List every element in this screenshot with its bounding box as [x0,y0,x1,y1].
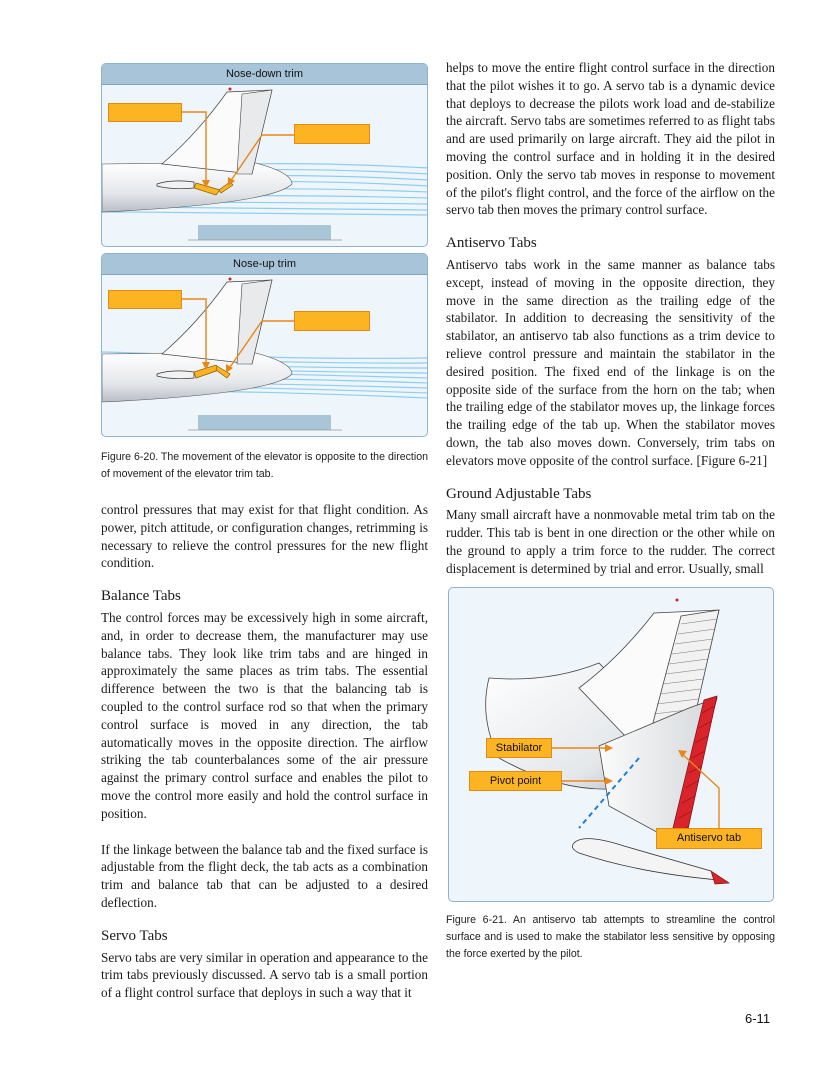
balance-tabs-paragraph-2: If the linkage between the balance tab and the fixed surface is adjustable from the flight deck, the tab acts as a combination trim and balance tab that can be adjusted to a desired deflection. [101,841,428,910]
elevator-callout-box [108,290,182,309]
left-column [101,501,428,1002]
beacon-light [229,278,232,281]
label-plate [198,225,331,240]
stabilator-callout: Stabilator [486,738,552,758]
nose-up-trim-illustration [102,254,428,437]
balance-tabs-paragraph-1: The control forces may be excessively high in some aircraft, and, in order to decrease them, the manufacturer may use balance tabs. They look like trim tabs and are hinged in approximately the same places as trim tabs. The essential difference between the two is that the balancing tab is coupled to the control surface rod so that when the primary control surface is moved in any direction, the tab automatically moves in the opposite direction. The airflow striking the tab counterbalances some of the air pressure against the primary control surface and enables the pilot to move the control more easily and hold the control surface in position. [101,609,428,821]
figure-6-20-nose-down-panel [101,63,428,247]
trim-tab-callout-box [294,124,370,144]
rudder [237,280,272,364]
ground-adjustable-tabs-heading: Ground Adjustable Tabs [446,485,592,502]
figure-6-20-nose-up-panel [101,253,428,437]
beacon-light [229,88,232,91]
intro-paragraph: control pressures that may exist for that flight condition. As power, pitch attitude, or configuration changes, retrimming is necessary to relieve the control pressures for the new flight condition. [101,502,428,571]
page-number: 6-11 [745,1011,771,1026]
ground-adjustable-tabs-paragraph-1: Many small aircraft have a nonmovable metal trim tab on the rudder. This tab is bent in one direction or the other while on the ground to apply a trim force to the rudder. The correct displacement is determined by trial and error. Usually, small [446,507,775,576]
antiservo-tab-callout: Antiservo tab [656,828,762,849]
beacon-light [676,599,679,602]
antiservo-tabs-heading: Antiservo Tabs [446,235,537,252]
pivot-point-callout: Pivot point [469,771,562,791]
label-plate [198,415,331,430]
rudder [237,90,272,174]
nose-down-trim-illustration [102,64,428,247]
right-column [446,59,775,578]
antiservo-tab-airfoil [711,871,729,884]
servo-tabs-continued: helps to move the entire flight control surface in the direction that the pilot wishes it to go. A servo tab is a dynamic device that deploys to decrease the pilots work load and de-stabilize the aircraft. Servo tabs are sometimes referred to as flight tabs and are used primarily on large aircraft. They aid the pilot in moving the control surface and in holding it in the desired position. Only the servo tab moves in response to movement of the pilot's flight control, and the force of the airflow on the servo tab then moves the primary control surface. [446,60,775,218]
servo-tabs-heading: Servo Tabs [101,927,168,944]
servo-tabs-paragraph-1: Servo tabs are very similar in operation and appearance to the trim tabs previously discussed. A servo tab is a small portion of a flight control surface that deploys in such a way that it [101,949,428,1001]
figure-6-20-caption: Figure 6-20. The movement of the elevator is opposite to the direction of movement of the elevator trim tab. [101,451,428,480]
figure-6-21-caption: Figure 6-21. An antiservo tab attempts to streamline the control surface and is used to make the stabilator less sensitive by opposing the force exerted by the pilot. [446,914,775,960]
figure-6-21-panel [448,587,774,902]
trim-tab-callout-box [294,311,370,331]
balance-tabs-heading: Balance Tabs [101,588,181,605]
nose-down-trim-title: Nose-down trim [102,64,427,85]
elevator-callout-box [108,103,182,122]
antiservo-tabs-paragraph-1: Antiservo tabs work in the same manner as balance tabs except, instead of moving in the opposite direction, they move in the same direction as the trailing edge of the stabilator. In addition to decreasing the sensitivity of the stabilator, an antiservo tab also functions as a trim device to relieve control pressure and maintain the stabilator in the desired position. The fixed end of the linkage is on the opposite side of the surface from the horn on the tab; when the trailing edge of the stabilator moves up, the linkage forces the trailing edge of the tab up. When the stabilator moves down, the tab also moves down. Conversely, trim tabs on elevators move opposite of the control surface. [Figure 6-21] [446,256,775,468]
nose-up-trim-title: Nose-up trim [102,254,427,275]
